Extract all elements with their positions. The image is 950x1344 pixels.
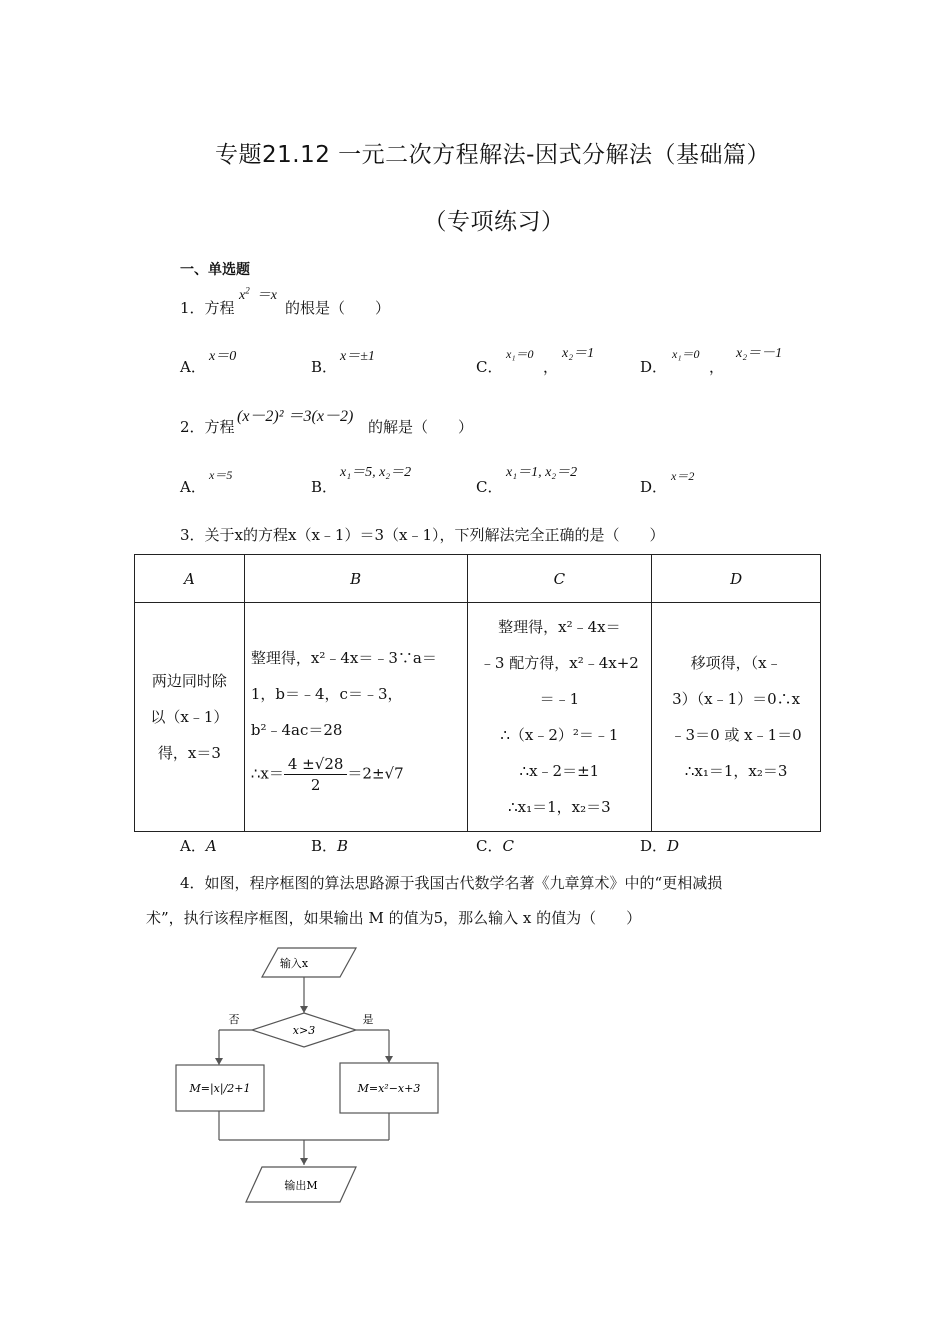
q3-option-d-letter: D． — [640, 837, 668, 855]
solution-a-line: 两边同时除 — [151, 672, 227, 690]
q3-stem: 3．关于x的方程x（x﹣1）＝3（x﹣1），下列解法完全正确的是（ ） — [180, 526, 665, 544]
table-header-c: C — [467, 555, 652, 603]
flow-yes-label: 是 — [362, 1013, 374, 1026]
q3-option-c — [476, 835, 514, 856]
q1-option-a-letter: A． — [180, 358, 206, 376]
table-header-row — [135, 555, 821, 603]
page-subtitle: （专项练习） — [423, 209, 565, 235]
solution-d — [652, 603, 821, 832]
q1-option-b-math: x＝±1 — [340, 349, 375, 364]
q2-option-d-math: x＝2 — [671, 469, 695, 483]
q3-option-c-value: C — [502, 837, 514, 855]
solution-b-line: 1，b＝﹣4，c＝﹣3， — [250, 684, 403, 703]
flow-input-shape — [262, 948, 356, 977]
arrowhead — [215, 1058, 223, 1065]
q1-option-d-math2: x₂＝－1 — [736, 346, 783, 361]
solution-b-formula-suffix: ＝2±√7 — [347, 764, 404, 782]
q1-prefix: 1．方程 — [180, 299, 235, 317]
q2-prefix: 2．方程 — [180, 418, 235, 436]
solution-c — [467, 603, 652, 832]
q1-option-d-letter: D． — [640, 358, 668, 376]
arrowhead — [300, 1158, 308, 1165]
solution-d-line: 移项得，（x﹣ — [690, 654, 782, 672]
solution-a — [135, 603, 245, 832]
page-title: 专题21.12 一元二次方程解法-因式分解法（基础篇） — [215, 142, 770, 168]
q1-equation: $x^2 =x$ — [239, 285, 277, 303]
solution-c-line: ﹣3 配方得，x²﹣4x+2 — [479, 654, 639, 672]
q2-option-c-letter: C． — [476, 478, 503, 496]
solution-d-line: ﹣3＝0 或 x﹣1＝0 — [670, 726, 802, 744]
q3-option-b-letter: B． — [311, 837, 338, 855]
q1-option-c-sep: ， — [543, 358, 559, 376]
solution-c-line: ∴x₁＝1，x₂＝3 — [508, 798, 611, 816]
q1-option-b-letter: B． — [311, 358, 338, 376]
flow-input-label: 输入x — [279, 957, 309, 970]
section-heading: 一、单选题 — [180, 262, 250, 278]
flow-right-process-label: M=x²−x+3 — [357, 1082, 421, 1095]
q1-option-a-math: x＝0 — [209, 349, 237, 364]
arrowhead — [300, 1006, 308, 1013]
q2-option-b-letter: B． — [311, 478, 338, 496]
q3-option-c-letter: C． — [476, 837, 503, 855]
solution-c-line: ∴（x﹣2）²＝﹣1 — [500, 726, 619, 744]
q3-option-a-letter: A． — [180, 837, 206, 855]
arrowhead — [385, 1056, 393, 1063]
solution-d-line: ∴x₁＝1，x₂＝3 — [684, 762, 788, 780]
solution-b-formula — [251, 754, 461, 795]
q3-option-b — [311, 835, 348, 856]
q1-option-c-math2: x₂＝1 — [562, 346, 595, 361]
solution-a-line: 得，x＝3 — [157, 744, 221, 762]
table-body-row — [135, 603, 821, 832]
q2-suffix: 的解是（ ） — [368, 418, 474, 436]
flow-left-process-label: M=|x|/2+1 — [189, 1082, 251, 1095]
q2-equation: (x－2)² ＝3(x－2) — [237, 408, 354, 425]
solution-c-line: 整理得，x²﹣4x＝ — [498, 618, 621, 636]
solution-c-line: ＝﹣1 — [539, 690, 580, 708]
q2-option-a-math: x＝5 — [209, 468, 233, 482]
q2-option-a-letter: A． — [180, 478, 206, 496]
program-flowchart — [170, 940, 460, 1215]
solution-a-line: 以（x﹣1） — [150, 708, 229, 726]
solution-b-fraction — [284, 754, 348, 795]
flow-output-label: 输出M — [284, 1179, 318, 1192]
fraction-numerator: 4 ±√28 — [284, 754, 348, 775]
q4-stem-line2: 术”，执行该程序框图，如果输出 M 的值为5，那么输入 x 的值为（ ） — [146, 909, 642, 927]
q2-option-c-math: x₁＝1, x₂＝2 — [506, 465, 578, 480]
q1-option-d-sep: ， — [709, 358, 725, 376]
q2-option-d-letter: D． — [640, 478, 668, 496]
flow-no-label: 否 — [228, 1013, 240, 1026]
fraction-denominator: 2 — [310, 775, 321, 794]
q3-option-a-value: A — [205, 837, 217, 855]
table-header-d: D — [652, 555, 821, 603]
solution-b-line: b²﹣4ac＝28 — [250, 720, 343, 739]
solution-b-formula-prefix: ∴x＝ — [250, 764, 284, 782]
q3-option-d-value: D — [667, 837, 680, 855]
q4-stem-line1: 4．如图，程序框图的算法思路源于我国古代数学名著《九章算术》中的“更相减损 — [180, 874, 723, 892]
solution-b-line: 整理得，x²﹣4x＝﹣3∵a＝ — [250, 648, 437, 667]
solution-c-line: ∴x﹣2＝±1 — [519, 762, 600, 780]
flow-condition-label: x>3 — [292, 1024, 316, 1037]
table-header-a: A — [135, 555, 245, 603]
q1-option-c-math1: x₁＝0 — [506, 347, 534, 361]
q1-option-d-math1: x₁＝0 — [672, 347, 700, 361]
solution-d-line: 3）（x﹣1）＝0∴x — [672, 690, 801, 708]
solution-b — [244, 603, 467, 832]
q3-option-d — [640, 835, 679, 856]
q3-solution-table — [134, 554, 821, 832]
q3-option-a — [180, 835, 217, 856]
q1-option-c-letter: C． — [476, 358, 503, 376]
q3-option-b-value: B — [337, 837, 349, 855]
q1-suffix: 的根是（ ） — [285, 299, 391, 317]
table-header-b: B — [244, 555, 467, 603]
q2-option-b-math: x₁＝5, x₂＝2 — [340, 465, 412, 480]
